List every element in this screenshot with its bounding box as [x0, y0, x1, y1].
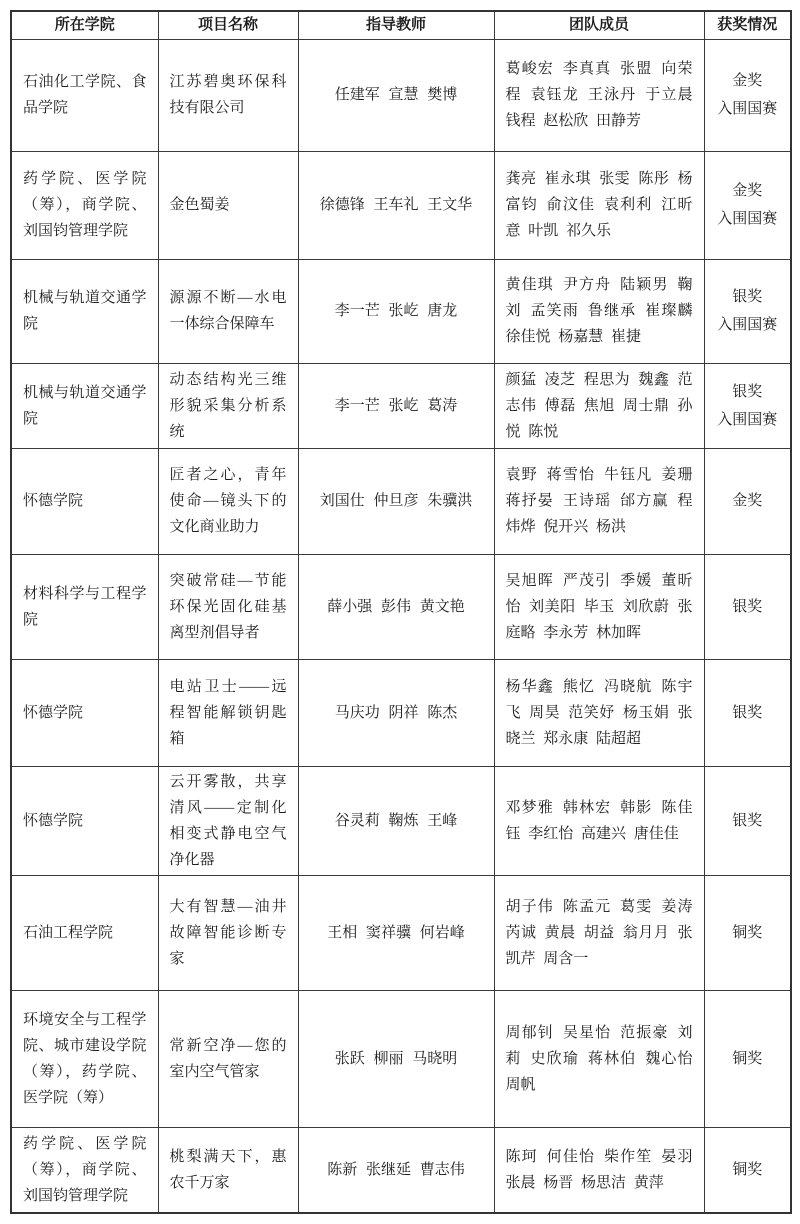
college-cell: 机械与轨道交通学院: [11, 259, 158, 363]
members-cell: 黄佳琪 尹方舟 陆颖男 鞠刘 孟笑雨 鲁继承 崔璨麟 徐佳悦 杨嘉慧 崔捷: [494, 259, 704, 363]
award-cell: 银奖: [704, 766, 791, 875]
advisors-cell: 李一芒 张屹 唐龙: [298, 259, 494, 363]
college-cell: 药学院、医学院（筹），商学院、刘国钧管理学院: [11, 151, 158, 259]
members-cell: 周郁钊 吴星怡 范振豪 刘莉 史欣瑜 蒋林伯 魏心怡 周帆: [494, 990, 704, 1127]
header-members: 团队成员: [494, 11, 704, 39]
members-cell: 邓梦雅 韩林宏 韩影 陈佳钰 李红怡 高建兴 唐佳佳: [494, 766, 704, 875]
header-award: 获奖情况: [704, 11, 791, 39]
award-results-table: [10, 10, 792, 1214]
table-row: [11, 990, 791, 1127]
members-cell: 吴旭晖 严茂引 季媛 董昕怡 刘美阳 毕玉 刘欣蔚 张庭略 李永芳 林加晖: [494, 554, 704, 659]
award-cell: 银奖: [704, 659, 791, 766]
project-cell: 云开雾散，共享清风——定制化相变式静电空气净化器: [158, 766, 298, 875]
project-cell: 桃梨满天下，惠农千万家: [158, 1127, 298, 1213]
header-college: 所在学院: [11, 11, 158, 39]
advisors-cell: 李一芒 张屹 葛涛: [298, 363, 494, 448]
award-cell: 银奖 入围国赛: [704, 259, 791, 363]
college-cell: 石油工程学院: [11, 875, 158, 990]
table-row: [11, 875, 791, 990]
header-project: 项目名称: [158, 11, 298, 39]
table-row: [11, 448, 791, 554]
table-row: [11, 363, 791, 448]
advisors-cell: 王相 窦祥骥 何岩峰: [298, 875, 494, 990]
project-cell: 江苏碧奥环保科技有限公司: [158, 39, 298, 151]
advisors-cell: 张跃 柳丽 马晓明: [298, 990, 494, 1127]
table-row: [11, 766, 791, 875]
award-cell: 银奖: [704, 554, 791, 659]
college-cell: 怀德学院: [11, 659, 158, 766]
project-cell: 金色蜀姜: [158, 151, 298, 259]
members-cell: 袁野 蒋雪怡 牛钰凡 姜珊 蒋抒晏 王诗瑶 邰方赢 程炜烨 倪开兴 杨洪: [494, 448, 704, 554]
table-row: [11, 39, 791, 151]
award-cell: 金奖 入围国赛: [704, 39, 791, 151]
advisors-cell: 徐德锋 王车礼 王文华: [298, 151, 494, 259]
table-row: [11, 554, 791, 659]
college-cell: 材料科学与工程学院: [11, 554, 158, 659]
header-advisors: 指导教师: [298, 11, 494, 39]
table-row: [11, 259, 791, 363]
project-cell: 源源不断—水电一体综合保障车: [158, 259, 298, 363]
award-cell: 金奖 入围国赛: [704, 151, 791, 259]
award-cell: 金奖: [704, 448, 791, 554]
members-cell: 陈珂 何佳怡 柴作笙 晏羽张晨 杨晋 杨思洁 黄萍: [494, 1127, 704, 1213]
college-cell: 药学院、医学院（筹），商学院、刘国钧管理学院: [11, 1127, 158, 1213]
advisors-cell: 马庆功 阴祥 陈杰: [298, 659, 494, 766]
advisors-cell: 任建军 宣慧 樊博: [298, 39, 494, 151]
award-cell: 铜奖: [704, 1127, 791, 1213]
advisors-cell: 陈新 张继延 曹志伟: [298, 1127, 494, 1213]
members-cell: 胡子伟 陈孟元 葛雯 姜涛 芮诚 黄晨 胡益 翁月月 张凯芹 周含一: [494, 875, 704, 990]
college-cell: 怀德学院: [11, 766, 158, 875]
table-row: [11, 659, 791, 766]
college-cell: 石油化工学院、食品学院: [11, 39, 158, 151]
advisors-cell: 谷灵莉 鞠炼 王峰: [298, 766, 494, 875]
college-cell: 环境安全与工程学院、城市建设学院（筹），药学院、医学院（筹）: [11, 990, 158, 1127]
college-cell: 怀德学院: [11, 448, 158, 554]
header-row: [11, 11, 791, 39]
table-row: [11, 151, 791, 259]
members-cell: 龚亮 崔永琪 张雯 陈彤 杨富钧 俞汶佳 袁利利 江昕意 叶凯 祁久乐: [494, 151, 704, 259]
project-cell: 动态结构光三维形貌采集分析系统: [158, 363, 298, 448]
project-cell: 大有智慧—油井故障智能诊断专家: [158, 875, 298, 990]
award-cell: 银奖 入围国赛: [704, 363, 791, 448]
college-cell: 机械与轨道交通学院: [11, 363, 158, 448]
members-cell: 葛峻宏 李真真 张盟 向荣程 袁钰龙 王泳丹 于立晨 钱程 赵松欣 田静芳: [494, 39, 704, 151]
project-cell: 匠者之心，青年使命—镜头下的文化商业助力: [158, 448, 298, 554]
project-cell: 突破常硅—节能环保光固化硅基离型剂倡导者: [158, 554, 298, 659]
award-cell: 铜奖: [704, 875, 791, 990]
table-row: [11, 1127, 791, 1213]
members-cell: 颜猛 凌芝 程思为 魏鑫 范志伟 傅磊 焦旭 周士鼎 孙悦 陈悦: [494, 363, 704, 448]
award-cell: 铜奖: [704, 990, 791, 1127]
advisors-cell: 薛小强 彭伟 黄文艳: [298, 554, 494, 659]
members-cell: 杨华鑫 熊忆 冯晓航 陈宇飞 周昊 范笑妤 杨玉娟 张晓兰 郑永康 陆超超: [494, 659, 704, 766]
advisors-cell: 刘国仕 仲旦彦 朱骥洪: [298, 448, 494, 554]
project-cell: 常新空净—您的室内空气管家: [158, 990, 298, 1127]
project-cell: 电站卫士——远程智能解锁钥匙箱: [158, 659, 298, 766]
